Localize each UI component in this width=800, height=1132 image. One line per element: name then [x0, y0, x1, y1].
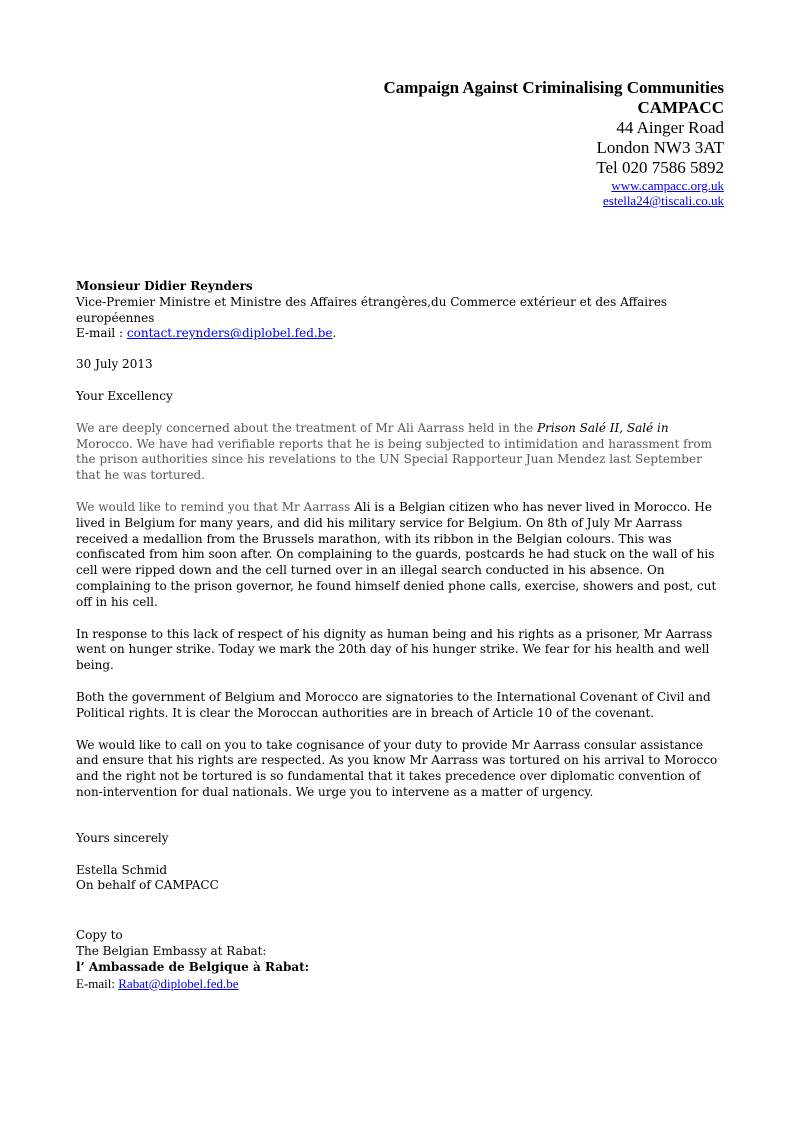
copy-label: Copy to [76, 928, 123, 943]
copy-email-label: E-mail: [76, 975, 119, 991]
salutation: Your Excellency [76, 388, 173, 403]
address-line-2: London NW3 3AT [596, 138, 724, 157]
closing: Yours sincerely [76, 830, 169, 845]
organization-name: Campaign Against Criminalising Communities [383, 78, 724, 97]
organization-abbreviation: CAMPACC [637, 98, 724, 117]
paragraph-4: Both the government of Belgium and Morocco are signatories to the International Covenant of Civil and Political rights. It is clear the Moroccan authorities are in breach of Article 10 of the covenant. [76, 689, 711, 720]
letter-date: 30 July 2013 [76, 357, 153, 372]
prison-name: Prison Salé II, Salé in [537, 420, 669, 435]
letter-body [76, 279, 726, 991]
letterhead [383, 78, 724, 208]
paragraph-3: In response to this lack of respect of his dignity as human being and his rights as a prisoner, Mr Aarrass went on hunger strike. Today we mark the 20th day of his hunger strike. We fear for his health and well being. [76, 626, 713, 673]
recipient-email-suffix: . [332, 326, 337, 341]
letterhead-email-link[interactable]: estella24@tiscali.co.uk [603, 193, 724, 208]
recipient-email-label: E-mail : [76, 326, 127, 341]
signature-name: Estella Schmid [76, 862, 168, 877]
signature-on-behalf: On behalf of CAMPACC [76, 878, 219, 893]
paragraph-1-part-2: Morocco. We have had verifiable reports that he is being subjected to intimidation and harassment from the prison authorities since his revelations to the UN Special Rapporteur Juan Mendez last September that he was tortured. [76, 436, 712, 483]
recipient-title: Vice-Premier Ministre et Ministre des Affaires étrangères,du Commerce extérieur et des Affaires européennes [76, 294, 668, 325]
address-line-1: 44 Ainger Road [616, 118, 724, 137]
phone-number: Tel 020 7586 5892 [596, 158, 724, 177]
copy-embassy-fr: l’ Ambassade de Belgique à Rabat: [76, 959, 310, 974]
recipient-name: Monsieur Didier Reynders [76, 279, 253, 293]
paragraph-2-grey-part: We would like to remind you that Mr Aarrass [76, 499, 351, 514]
paragraph-1 [76, 421, 726, 484]
copy-embassy-en: The Belgian Embassy at Rabat: [76, 943, 267, 958]
paragraph-2 [76, 500, 726, 611]
website-link[interactable]: www.campacc.org.uk [611, 178, 724, 193]
paragraph-5: We would like to call on you to take cognisance of your duty to provide Mr Aarrass consular assistance and ensure that his rights are respected. As you know Mr Aarrass was tortured on his arrival to Morocco and the right not be tortured is so fundamental that it takes precedence over diplomatic convention of non-intervention for dual nationals. We urge you to intervene as a matter of urgency. [76, 737, 718, 799]
copy-email-line [76, 976, 726, 992]
rabat-email-link[interactable]: Rabat@diplobel.fed.be [118, 975, 239, 991]
paragraph-1-part-1: We are deeply concerned about the treatment of Mr Ali Aarrass held in the [76, 420, 538, 435]
recipient-email-line [76, 326, 726, 342]
recipient-email-link[interactable]: contact.reynders@diplobel.fed.be [126, 326, 333, 341]
paragraph-2-rest: Ali is a Belgian citizen who has never lived in Morocco. He lived in Belgium for many years, and did his military service for Belgium. On 8th of July Mr Aarrass received a medallion from the Brussels marathon, with its ribbon in the Belgian colours. This was confiscated from him soon after. On complaining to the guards, postcards he had stuck on the wall of his cell were ripped down and the cell turned over in an illegal search conducted in his absence. On complaining to the prison governor, he found himself denied phone calls, exercise, showers and post, cut off in his cell. [76, 499, 717, 609]
